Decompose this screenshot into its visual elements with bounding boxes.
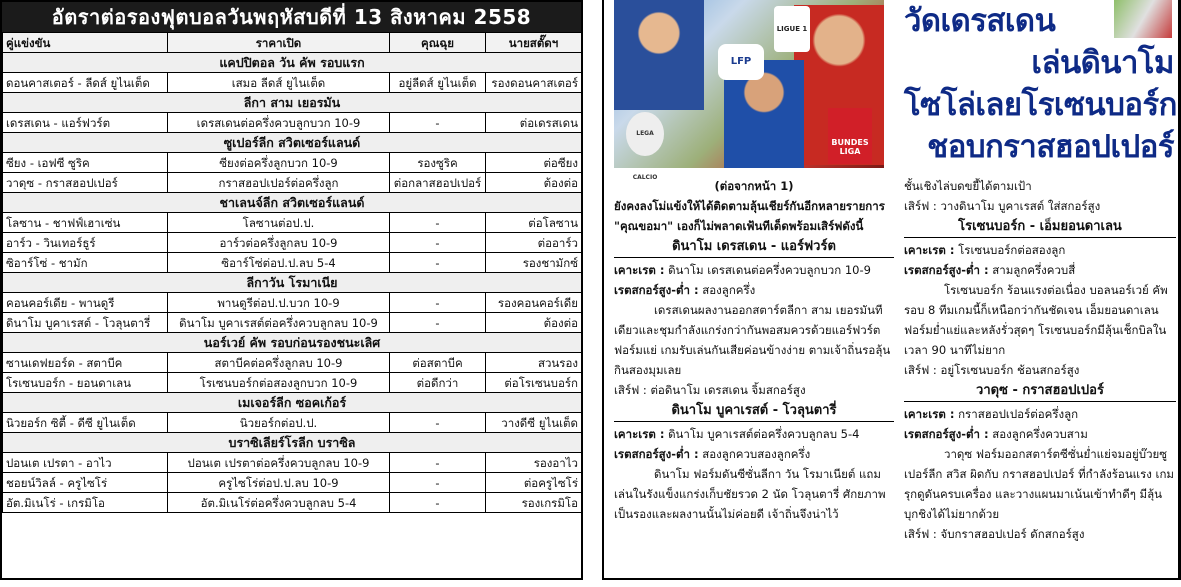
match-subheading: วาดุซ - กราสฮอปเปอร์ (904, 381, 1176, 402)
score-value: สองลูกควบสองลูกครึ่ง (702, 447, 811, 461)
headline-line: ชอบกราสฮอปเปอร์ (927, 129, 1174, 165)
league-name: นอร์เวย์ คัพ รอบก่อนรองชนะเลิศ (3, 333, 582, 353)
open-odds-cell: ซิอาร์โซ่ต่อป.ป.ลบ 5-4 (168, 253, 390, 273)
table-row (3, 173, 582, 193)
open-odds-cell: อาร์วต่อครึ่งลูกลบ 10-9 (168, 233, 390, 253)
league-row (3, 333, 582, 353)
open-odds-cell: เดรสเดนต่อครึ่งควบลูกบวก 10-9 (168, 113, 390, 133)
tip-cell: อยู่ลีดส์ ยูไนเต็ด (390, 73, 486, 93)
open-odds-cell: ซียงต่อครึ่งลูกบวก 10-9 (168, 153, 390, 173)
score-value: สองลูกครึ่งควบสาม (992, 427, 1088, 441)
serve-line: เสิร์ฟ : อยู่โรเซนบอร์ก ช้อนสกอร์สูง (904, 363, 1080, 377)
open-odds-cell: โรเซนบอร์กต่อสองลูกบวก 10-9 (168, 373, 390, 393)
odds-label: เคาะเรต : (614, 263, 665, 277)
open-odds-cell: พานดูรีต่อป.ป.บวก 10-9 (168, 293, 390, 313)
score-line (614, 280, 894, 300)
match-cell: นิวยอร์ก ซิตี้ - ดีซี ยูไนเต็ด (3, 413, 168, 433)
match-cell: อาร์ว - วินเทอร์ธูร์ (3, 233, 168, 253)
league-row (3, 433, 582, 453)
match-cell: ซียง - เอฟซี ซูริค (3, 153, 168, 173)
match-cell: ซิอาร์โซ่ - ชามัก (3, 253, 168, 273)
bundesliga-logo: BUNDES LIGA (828, 108, 872, 164)
odds-label: เคาะเรต : (904, 243, 955, 257)
tip-cell: ต่อสตาบีค (390, 353, 486, 373)
continued-note: (ต่อจากหน้า 1) (714, 179, 794, 193)
odds-line (904, 404, 1176, 424)
odds-table-body (3, 53, 582, 513)
open-odds-cell: กราสฮอปเปอร์ต่อครึ่งลูก (168, 173, 390, 193)
headline-line: วัดเดรสเดน (904, 3, 1056, 39)
match-body: วาดุซ ฟอร์มออกสตาร์ตซีซั่นย่ำแย่จมอยู่บ๊วยซูเปอร์ลีก สวิส ผิดกับ กราสฮอปเปอร์ ที่กำลังร้อนแรง เกมรุกดูดันครบเครื่อง และวางแผนมาเน้นเข้าทำดีๆ มีลุ้นบุกชิงได้ไม่ยากด้วย (904, 447, 1175, 521)
match-body: โรเซนบอร์ก ร้อนแรงต่อเนื่อง บอลนอร์เวย์ คัพ รอบ 8 ทีมเกมนี้ก็เหนือกว่ากันชัดเจน เอ็มยอนดาเลน ฟอร์มย่ำแย่และหลังรั่วสุดๆ โรเซนบอร์กมีลุ้นเช็กบิลในเวลา 90 นาทีไม่ยาก (904, 283, 1168, 357)
league-row (3, 273, 582, 293)
table-row (3, 413, 582, 433)
league-name: ซูเปอร์ลีก สวิตเซอร์แลนด์ (3, 133, 582, 153)
table-row (3, 293, 582, 313)
rec-cell: ต่ออาร์ว (486, 233, 582, 253)
open-odds-cell: เสมอ ลีดส์ ยูไนเต็ด (168, 73, 390, 93)
tip-cell: - (390, 473, 486, 493)
serve-line: เสิร์ฟ : จับกราสฮอปเปอร์ ดักสกอร์สูง (904, 527, 1085, 541)
table-row (3, 453, 582, 473)
match-cell: ชอยน์วิลล์ - ครูไซโร่ (3, 473, 168, 493)
league-row (3, 53, 582, 73)
table-row (3, 353, 582, 373)
rec-cell: สวนรอง (486, 353, 582, 373)
match-body: เดรสเดนผลงานออกสตาร์ตลีกา สาม เยอรมันทีเดียวและชุมกำลังแกร่งกว่ากันพอสมควรด้วยแอร์ฟวร์ตฟอร์มแย่ เกมรับเล่นกันเสียค่อนข้างง่าย ตามเจ้าถิ่นรอลุ้นกินสองมุมเลย (614, 303, 891, 377)
header-open: ราคาเปิด (168, 33, 390, 53)
rec-cell: ต่อซียง (486, 153, 582, 173)
header-match: คู่แข่งขัน (3, 33, 168, 53)
odds-value: โรเซนบอร์กต่อสองลูก (958, 243, 1066, 257)
match-cell: อัต.มิเนโร่ - เกรมิโอ (3, 493, 168, 513)
league-name: เมเจอร์ลีก ซอคเก้อร์ (3, 393, 582, 413)
odds-line (614, 260, 894, 280)
open-odds-cell: สตาบีคต่อครึ่งลูกลบ 10-9 (168, 353, 390, 373)
table-row (3, 113, 582, 133)
tip-cell: - (390, 313, 486, 333)
lega-calcio-logo: LEGA CALCIO (626, 112, 664, 156)
tip-cell: รองซูริค (390, 153, 486, 173)
rec-cell: ต่อโลซาน (486, 213, 582, 233)
score-value: สามลูกครึ่งควบสี่ (992, 263, 1076, 277)
score-label: เรตสกอร์สูง-ต่ำ : (614, 283, 699, 297)
table-row (3, 473, 582, 493)
score-label: เรตสกอร์สูง-ต่ำ : (904, 263, 989, 277)
serve-line: เสิร์ฟ : วางดินาโม บูคาเรสต์ ใส่สกอร์สูง (904, 199, 1101, 213)
open-odds-cell: ครูไซโร่ต่อป.ป.ลบ 10-9 (168, 473, 390, 493)
score-line (904, 260, 1176, 280)
match-cell: โรเซนบอร์ก - ยอนดาเลน (3, 373, 168, 393)
tip-cell: ต่อกลาสฮอปเปอร์ (390, 173, 486, 193)
tip-cell: - (390, 453, 486, 473)
table-row (3, 253, 582, 273)
table-row (3, 373, 582, 393)
match-cell: ดินาโม บูคาเรสต์ - โวลุนตารี่ (3, 313, 168, 333)
rec-cell: ต่อโรเซนบอร์ก (486, 373, 582, 393)
tip-cell: - (390, 233, 486, 253)
header-tip: คุณฉุย (390, 33, 486, 53)
article-column-right (904, 176, 1176, 544)
odds-table-panel (0, 0, 583, 580)
league-name: ชาเลนจ์ลีก สวิตเซอร์แลนด์ (3, 193, 582, 213)
rec-cell: รองดอนคาสเตอร์ (486, 73, 582, 93)
match-subheading: ดินาโม เดรสเดน - แอร์ฟวร์ต (614, 237, 894, 258)
table-row (3, 313, 582, 333)
league-row (3, 193, 582, 213)
table-row (3, 493, 582, 513)
league-name: ลีกา สาม เยอรมัน (3, 93, 582, 113)
article-column-left (614, 176, 894, 524)
tip-cell: - (390, 293, 486, 313)
rec-cell: ต้องต่อ (486, 313, 582, 333)
player-image (614, 0, 704, 110)
league-name: ลีกาวัน โรมาเนีย (3, 273, 582, 293)
table-row (3, 153, 582, 173)
score-line (904, 424, 1176, 444)
rec-cell: รองเกรมิโอ (486, 493, 582, 513)
odds-label: เคาะเรต : (614, 427, 665, 441)
serve-line: เสิร์ฟ : ต่อดินาโม เดรสเดน จิ้มสกอร์สูง (614, 383, 806, 397)
match-cell: วาดุซ - กราสฮอปเปอร์ (3, 173, 168, 193)
match-cell: ปอนเต เปรตา - อาไว (3, 453, 168, 473)
match-cell: ดอนคาสเตอร์ - ลีดส์ ยูไนเต็ด (3, 73, 168, 93)
tip-cell: ต่อดีกว่า (390, 373, 486, 393)
rec-cell: ต้องต่อ (486, 173, 582, 193)
table-header-row (3, 33, 582, 53)
open-odds-cell: นิวยอร์กต่อป.ป. (168, 413, 390, 433)
match-body: ดินาโม ฟอร์มดันซีซั่นลีกา วัน โรมาเนียต์ แถมเล่นในรังแข็งแกร่งเก็บชัยรวด 2 นัด โวลุนตารี่ ศักยภาพเป็นรองและผลงานนั้นไม่ค่อยดี เจ้าถิ่นจึงน่าไว้ (614, 467, 886, 521)
odds-label: เคาะเรต : (904, 407, 955, 421)
rec-cell: วางดีซี ยูไนเต็ด (486, 413, 582, 433)
header-rec: นายสตั๊ดฯ (486, 33, 582, 53)
tip-cell: - (390, 253, 486, 273)
score-label: เรตสกอร์สูง-ต่ำ : (904, 427, 989, 441)
league-row (3, 133, 582, 153)
league-name: บราซิเลียร์โรลีก บราซิล (3, 433, 582, 453)
tip-cell: - (390, 213, 486, 233)
rec-cell: ต่อเดรสเดน (486, 113, 582, 133)
match-cell: ซานเดฟยอร์ด - สตาบีค (3, 353, 168, 373)
rec-cell: ต่อครูไซโร่ (486, 473, 582, 493)
league-name: แคปปิตอล วัน คัพ รอบแรก (3, 53, 582, 73)
rec-cell: รองชามักซ์ (486, 253, 582, 273)
football-collage-image (614, 0, 884, 181)
headline-line: เล่นดินาโม (1031, 45, 1174, 81)
odds-line (904, 240, 1176, 260)
score-value: สองลูกครึ่ง (702, 283, 756, 297)
odds-value: กราสฮอปเปอร์ต่อครึ่งลูก (958, 407, 1079, 421)
ligue1-logo: LIGUE 1 (774, 6, 810, 52)
rec-cell: รองอาไว (486, 453, 582, 473)
tip-cell: - (390, 113, 486, 133)
match-subheading: ดินาโม บูคาเรสต์ - โวลุนตารี่ (614, 401, 894, 422)
league-row (3, 393, 582, 413)
lfp-logo: LFP (718, 44, 764, 80)
odds-value: ดินาโม เดรสเดนต่อครึ่งควบลูกบวก 10-9 (668, 263, 871, 277)
open-odds-cell: โลซานต่อป.ป. (168, 213, 390, 233)
table-row (3, 213, 582, 233)
match-cell: โลซาน - ชาฟฟ์เฮาเซ่น (3, 213, 168, 233)
open-odds-cell: อัต.มิเนโร่ต่อครึ่งควบลูกลบ 5-4 (168, 493, 390, 513)
table-row (3, 73, 582, 93)
league-row (3, 93, 582, 113)
article-panel (602, 0, 1181, 580)
match-subheading: โรเซนบอร์ก - เอ็มยอนดาเลน (904, 217, 1176, 238)
continued-text: ชั้นเชิงไล่บดขยี้ได้ตามเป้า (904, 179, 1032, 193)
odds-table-title: อัตราต่อรองฟุตบอลวันพฤหัสบดีที่ 13 สิงหาคม 2558 (2, 2, 581, 32)
tip-cell: - (390, 493, 486, 513)
odds-value: ดินาโม บูคาเรสต์ต่อครึ่งควบลูกลบ 5-4 (668, 427, 860, 441)
open-odds-cell: ดินาโม บูคาเรสต์ต่อครึ่งควบลูกลบ 10-9 (168, 313, 390, 333)
article-lead: ยังคงลงโม่แข้งให้ได้ติดตามลุ้นเชียร์กันอีกหลายรายการ "คุณขอมา" เองก็ไม่พลาดเฟ้นทีเด็ดพร้อมเสิร์ฟดังนี้ (614, 199, 885, 233)
odds-table (2, 32, 582, 513)
score-line (614, 444, 894, 464)
score-label: เรตสกอร์สูง-ต่ำ : (614, 447, 699, 461)
open-odds-cell: ปอนเต เปรตาต่อครึ่งควบลูกลบ 10-9 (168, 453, 390, 473)
headline-line: โซโล่เลยโรเซนบอร์ก (904, 87, 1177, 123)
table-row (3, 233, 582, 253)
match-cell: เดรสเดน - แอร์ฟวร์ต (3, 113, 168, 133)
tip-cell: - (390, 413, 486, 433)
corner-photo (1114, 0, 1172, 38)
match-cell: คอนคอร์เดีย - พานดูรี (3, 293, 168, 313)
odds-line (614, 424, 894, 444)
rec-cell: รองคอนคอร์เดีย (486, 293, 582, 313)
